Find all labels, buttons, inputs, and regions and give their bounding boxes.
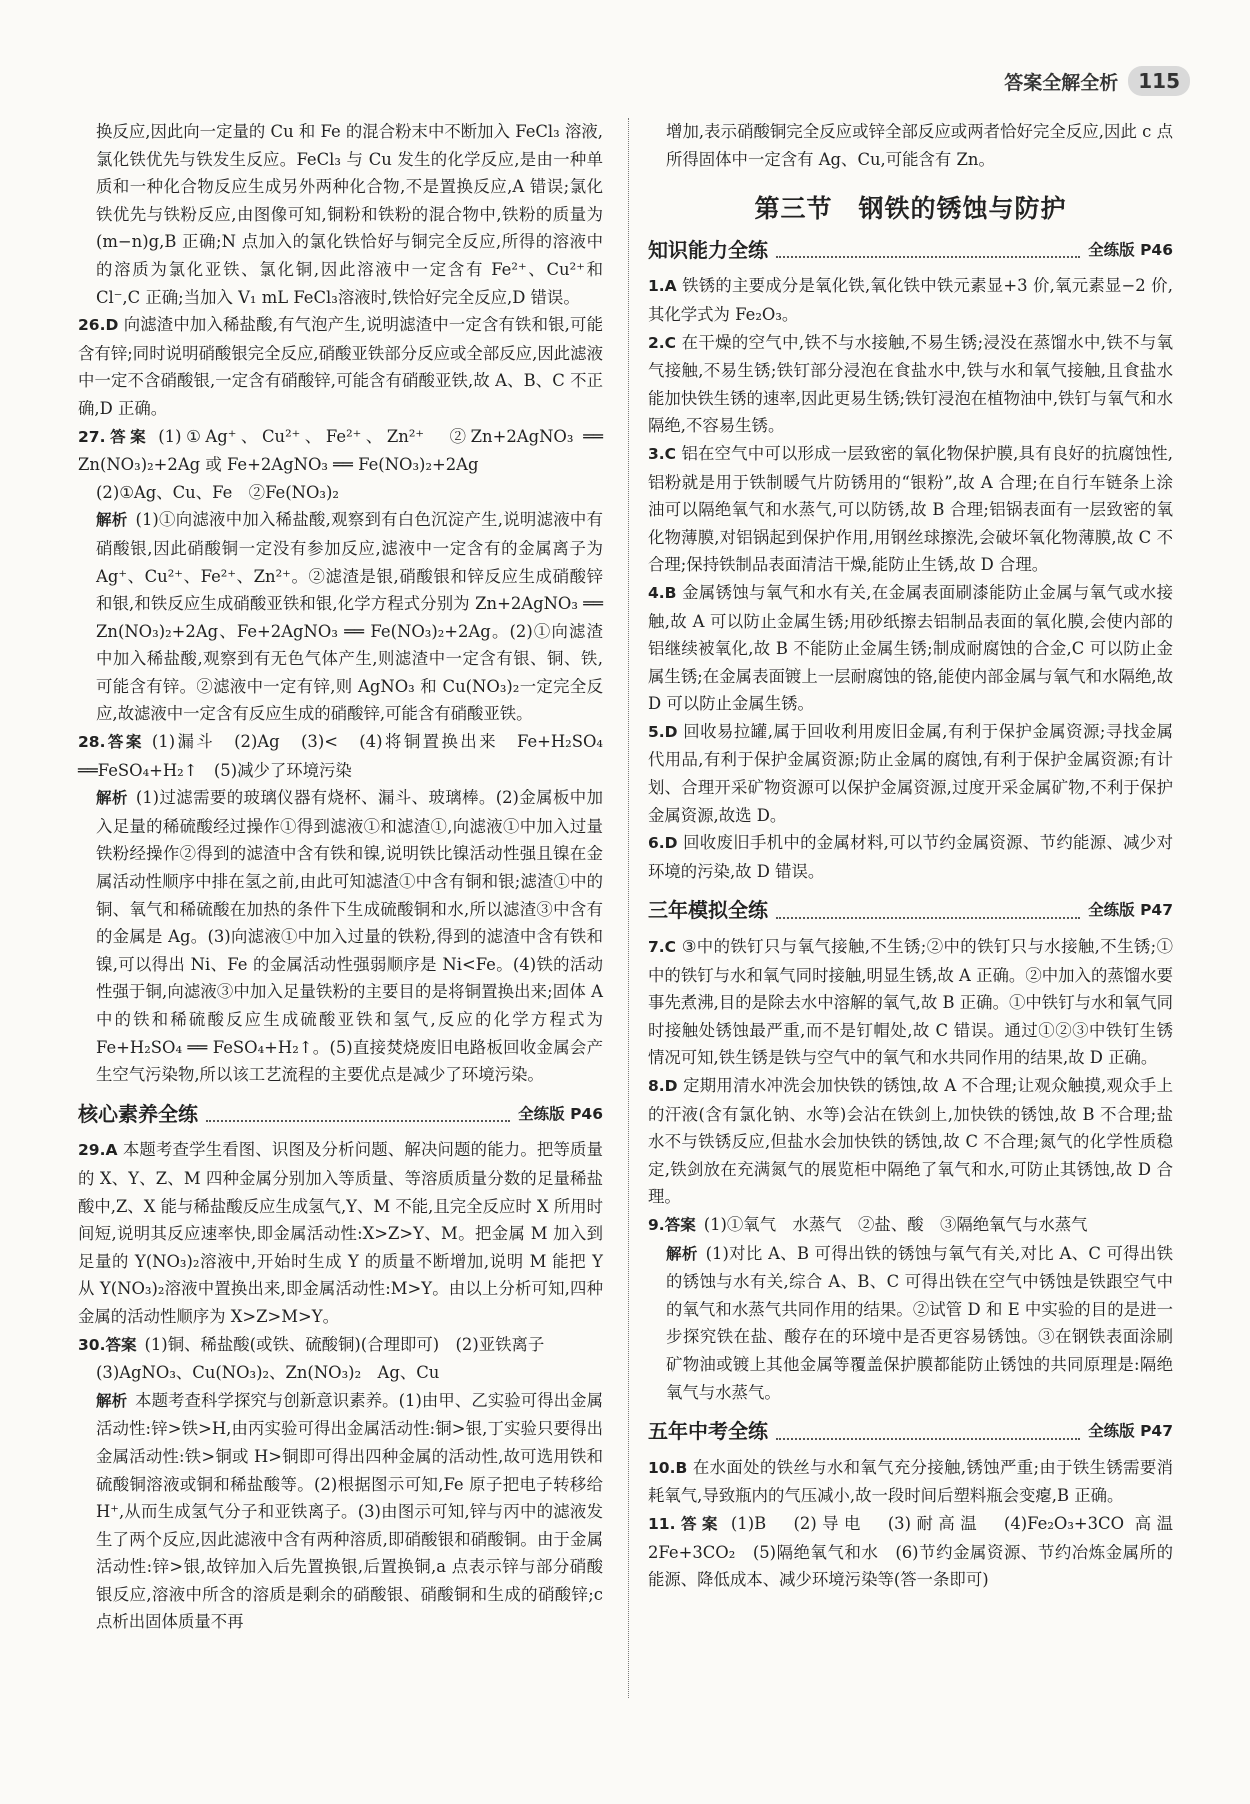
analysis-label: 解析 — [666, 1244, 698, 1263]
leader-dots — [776, 917, 1080, 919]
analysis-9 — [648, 1240, 1173, 1407]
question-5 — [648, 718, 1173, 829]
question-number: 7.C — [648, 938, 677, 957]
question-number: 3.C — [648, 444, 677, 463]
question-8 — [648, 1072, 1173, 1211]
analysis-label: 解析 — [96, 511, 128, 530]
question-text: 本题考查学生看图、识图及分析问题、解决问题的能力。把等质量的 X、Y、Z、M 四种金属分别加入等质量、等溶质质量分数的足量稀盐酸中,Z、X 能与稀盐酸反应生成氢气,Y、M 不能,且完全反应时 X 所用时间短,说明其反应速率快,即金属活动性:X>Z>Y、M。把金属 M 加入到足量的 Y(NO₃)₂溶液中,开始时生成 Y 的质量不断增加,说明 M 能把 Y 从 Y(NO₃)₂溶液中置换出来,即金属活动性:M>Y。由以上分析可知,四种金属的活动性顺序为 X>Z>M>Y。 — [78, 1140, 603, 1326]
section-five-year — [648, 1418, 1173, 1446]
answer-text: (1)漏斗 (2)Ag (3)< (4)将铜置换出来 Fe+H₂SO₄ ══FeSO₄+H₂↑ (5)减少了环境污染 — [78, 732, 603, 780]
question-7 — [648, 933, 1173, 1072]
question-26 — [78, 311, 603, 422]
continued-text: 增加,表示硝酸铜完全反应或锌全部反应或两者恰好完全反应,因此 c 点所得固体中一定含有 Ag、Cu,可能含有 Zn。 — [666, 122, 1173, 169]
left-column — [78, 118, 603, 1636]
answer-text: (1)铜、稀盐酸(或铁、硫酸铜)(合理即可) (2)亚铁离子 — [144, 1334, 545, 1354]
question-2 — [648, 329, 1173, 440]
question-number: 4.B — [648, 583, 677, 602]
analysis-30 — [78, 1387, 603, 1636]
answer-label: 答案 — [664, 1215, 696, 1234]
right-column — [648, 118, 1173, 1594]
answer-text-2: (3)AgNO₃、Cu(NO₃)₂、Zn(NO₃)₂ Ag、Cu — [96, 1363, 440, 1383]
question-number: 1.A — [648, 277, 677, 296]
question-text: 在干燥的空气中,铁不与水接触,不易生锈;浸没在蒸馏水中,铁不与氧气接触,不易生锈;铁钉部分浸泡在食盐水中,铁与水和氧气接触,且食盐水能加快铁生锈的速率,因此更易生锈;铁钉浸泡在植物油中,铁钉与氧气和水隔绝,不容易生锈。 — [648, 332, 1173, 436]
section-title: 核心素养全练 — [78, 1101, 198, 1126]
question-9 — [648, 1211, 1173, 1240]
column-divider — [628, 118, 629, 1698]
question-number: 26.D — [78, 316, 119, 335]
answer-text-2: (2)①Ag、Cu、Fe ②Fe(NO₃)₂ — [96, 482, 339, 502]
analysis-label: 解析 — [96, 1391, 128, 1410]
leader-dots — [776, 256, 1080, 258]
analysis-text: (1)对比 A、B 可得出铁的锈蚀与氧气有关,对比 A、C 可得出铁的锈蚀与水有关,综合 A、B、C 可得出铁在空气中锈蚀是铁跟空气中的氧气和水蒸气共同作用的结果。②试管 D 和 E 中实验的目的是进一步探究铁在盐、酸存在的环境中是否更容易锈蚀。③在钢铁表面涂刷矿物油或镀上其他金属等覆盖保护膜都能防止锈蚀的共同原理是:隔绝氧气与水蒸气。 — [666, 1243, 1173, 1402]
question-number: 2.C — [648, 333, 677, 352]
question-11 — [648, 1510, 1173, 1594]
answer-label: 答案 — [105, 733, 144, 752]
section-title: 三年模拟全练 — [648, 898, 768, 923]
answer-label: 答案 — [105, 1335, 137, 1354]
question-number: 27. — [78, 427, 106, 446]
question-4 — [648, 579, 1173, 718]
analysis-text: (1)过滤需要的玻璃仪器有烧杯、漏斗、玻璃棒。(2)金属板中加入足量的稀硫酸经过操作①得到滤液①和滤渣①,向滤液①中加入过量铁粉经操作②得到的滤渣中含有铁和镍,说明铁比镍活动性强且镍在金属活动性顺序中排在氢之前,由此可知滤渣①中含有铜和银;滤渣①中的铜、氧气和稀硫酸在加热的条件下生成硫酸铜和水,所以滤渣③中含有的金属是 Ag。(3)向滤液①中加入过量的铁粉,得到的滤渣中含有铁和镍,可以得出 Ni、Fe 的金属活动性强弱顺序是 Ni<Fe。(4)铁的活动性强于铜,向滤液③中加入足量铁粉的主要目的是将铜置换出来;固体 A 中的铁和稀硫酸反应生成硫酸亚铁和氢气,反应的化学方程式为 Fe+H₂SO₄ ══ FeSO₄+H₂↑。(5)直接焚烧废旧电路板回收金属会产生空气污染物,所以该工艺流程的主要优点是减少了环境污染。 — [96, 788, 603, 1085]
question-number: 28. — [78, 733, 106, 752]
analysis-text: 本题考查科学探究与创新意识素养。(1)由甲、乙实验可得出金属活动性:锌>铁>H,由丙实验可得出金属活动性:铜>银,丁实验只要得出金属活动性:铁>铜或 H>铜即可得出四种金属的活动性,故可选用铁和硫酸铜溶液或铜和稀盐酸等。(2)根据图示可知,Fe 原子把电子转移给 H⁺,从而生成氢气分子和亚铁离子。(3)由图示可知,锌与丙中的滤液发生了两个反应,因此滤液中含有两种溶质,即硝酸银和硝酸铜。由于金属活动性:锌>银,故锌加入后先置换银,后置换铜,a 点表示锌与部分硝酸银反应,溶液中所含的溶质是剩余的硝酸银、硝酸铜和生成的硝酸锌;c 点析出固体质量不再 — [96, 1390, 603, 1632]
answer-text: (1)①氧气 水蒸气 ②盐、酸 ③隔绝氧气与水蒸气 — [703, 1214, 1088, 1234]
question-number: 29.A — [78, 1141, 118, 1160]
analysis-label: 解析 — [96, 789, 128, 808]
section-page-ref: 全练版 P47 — [1088, 901, 1173, 920]
answer-text: (1)B (2)导电 (3)耐高温 (4)Fe₂O₃+3CO 高温 2Fe+3CO₂ (5)隔绝氧气和水 (6)节约金属资源、节约冶炼金属所的能源、降低成本、减少环境污染等(答一条即可) — [648, 1513, 1173, 1590]
question-number: 11. — [648, 1514, 676, 1533]
question-number: 8.D — [648, 1077, 678, 1095]
question-number: 30. — [78, 1335, 106, 1354]
question-text: 定期用清水冲洗会加快铁的锈蚀,故 A 不合理;让观众触摸,观众手上的汗液(含有氯化钠、水等)会沾在铁剑上,加快铁的锈蚀,故 B 不合理;盐水不与铁锈反应,但盐水会加快铁的锈蚀,故 C 不合理;氮气的化学性质稳定,铁剑放在充满氮气的展览柜中隔绝了氧气和水,可防止其锈蚀,故 D 合理。 — [648, 1076, 1173, 1207]
section-knowledge — [648, 237, 1173, 265]
question-text: 铝在空气中可以形成一层致密的氧化物保护膜,具有良好的抗腐蚀性,铝粉就是用于铁制暖气片防锈用的“银粉”,故 A 合理;在自行车链条上涂油可以隔绝氧气和水蒸气,可以防锈,故 B 合理;铝锅表面有一层致密的氧化物薄膜,对铝锅起到保护作用,用钢丝球擦洗,会破坏氧化物薄膜,故 C 不合理;保持铁制品表面清洁干燥,能防止生锈,故 D 合理。 — [648, 443, 1173, 575]
section-three-year — [648, 897, 1173, 925]
question-text: 向滤渣中加入稀盐酸,有气泡产生,说明滤渣中一定含有铁和银,可能含有锌;同时说明硝酸银完全反应,硝酸亚铁部分反应或全部反应,因此滤液中一定不含硝酸银,一定含有硝酸锌,可能含有硝酸亚铁,故 A、B、C 不正确,D 正确。 — [78, 315, 603, 418]
leader-dots — [206, 1120, 510, 1122]
question-6 — [648, 829, 1173, 885]
question-text: 回收废旧手机中的金属材料,可以节约金属资源、节约能源、减少对环境的污染,故 D 错误。 — [648, 833, 1173, 881]
analysis-28 — [78, 784, 603, 1089]
question-number: 10.B — [648, 1458, 688, 1477]
section-page-ref: 全练版 P46 — [518, 1104, 603, 1123]
question-text: 在水面处的铁丝与水和氧气充分接触,锈蚀严重;由于铁生锈需要消耗氧气,导致瓶内的气压减小,故一段时间后塑料瓶会变瘪,B 正确。 — [648, 1457, 1173, 1506]
question-28 — [78, 728, 603, 784]
question-text: 回收易拉罐,属于回收利用废旧金属,有利于保护金属资源;寻找金属代用品,有利于保护金属资源;防止金属的腐蚀,有利于保护金属资源;有计划、合理开采矿物资源可以保护金属资源,过度开采金属矿物,不利于保护金属资源,故选 D。 — [648, 721, 1173, 825]
answer-label: 答案 — [105, 427, 151, 446]
section-page-ref: 全练版 P47 — [1088, 1422, 1173, 1441]
question-29 — [78, 1136, 603, 1330]
answer-label: 答案 — [675, 1514, 723, 1533]
question-27 — [78, 423, 603, 479]
section-title: 五年中考全练 — [648, 1419, 768, 1444]
page-number: 115 — [1128, 66, 1190, 96]
question-1 — [648, 272, 1173, 328]
section-title: 知识能力全练 — [648, 237, 768, 262]
question-text: ③中的铁钉只与氧气接触,不生锈;②中的铁钉只与水接触,不生锈;①中的铁钉与水和氧气同时接触,明显生锈,故 A 正确。②中加入的蒸馏水要事先煮沸,目的是除去水中溶解的氧气,故 B 正确。①中铁钉与水和氧气同时接触处锈蚀最严重,而不是钉帽处,故 C 错误。通过①②③中铁钉生锈情况可知,铁生锈是铁与空气中的氧气和水共同作用的结果,故 D 正确。 — [648, 937, 1173, 1068]
answer-text: (1)①Ag⁺、Cu²⁺、Fe²⁺、Zn²⁺ ②Zn+2AgNO₃ ══ Zn(NO₃)₂+2Ag 或 Fe+2AgNO₃ ══ Fe(NO₃)₂+2Ag — [78, 426, 603, 475]
leader-dots — [776, 1438, 1080, 1440]
chapter-title: 第三节 钢铁的锈蚀与防护 — [754, 194, 1067, 224]
question-number: 5.D — [648, 722, 678, 741]
analysis-27 — [78, 506, 603, 728]
question-text: 金属锈蚀与氧气和水有关,在金属表面刷漆能防止金属与氧气或水接触,故 A 可以防止金属生锈;用砂纸擦去铝制品表面的氧化膜,会使内部的铝继续被氧化,故 B 不能防止金属生锈;制成耐腐蚀的合金,C 可以防止金属生锈;在金属表面镀上一层耐腐蚀的铬,能使内部金属与氧气和水隔绝,故 D 可以防止金属生锈。 — [648, 582, 1173, 714]
analysis-text: (1)①向滤液中加入稀盐酸,观察到有白色沉淀产生,说明滤液中有硝酸银,因此硝酸铜一定没有参加反应,滤液中一定含有的金属离子为 Ag⁺、Cu²⁺、Fe²⁺、Zn²⁺。②滤渣是银,硝酸银和锌反应生成硝酸锌和银,和铁反应生成硝酸亚铁和银,化学方程式分别为 Zn+2AgNO₃ ══ Zn(NO₃)₂+2Ag、Fe+2AgNO₃ ══ Fe(NO₃)₂+2Ag。(2)①向滤渣中加入稀盐酸,观察到有无色气体产生,则滤渣中一定含有银、铜、铁,可能含有锌。②滤液中一定有锌,则 AgNO₃ 和 Cu(NO₃)₂一定完全反应,故滤液中一定含有反应生成的硝酸锌,可能含有硝酸亚铁。 — [96, 510, 603, 724]
question-number: 6.D — [648, 834, 678, 853]
question-30 — [78, 1331, 603, 1360]
question-10 — [648, 1454, 1173, 1510]
continued-text: 换反应,因此向一定量的 Cu 和 Fe 的混合粉末中不断加入 FeCl₃ 溶液,氯化铁优先与铁发生反应。FeCl₃ 与 Cu 发生的化学反应,是由一种单质和一种化合物反应生成另外两种化合物,不是置换反应,A 错误;氯化铁优先与铁粉反应,由图像可知,铜粉和铁粉的混合物中,铁粉的质量为(m−n)g,B 正确;N 点加入的氯化铁恰好与铜完全反应,所得的溶液中的溶质为氯化亚铁、氯化铜,因此溶液中一定含有 Fe²⁺、Cu²⁺和 Cl⁻,C 正确;当加入 V₁ mL FeCl₃溶液时,铁恰好完全反应,D 错误。 — [96, 122, 603, 307]
section-page-ref: 全练版 P46 — [1088, 240, 1173, 259]
question-text: 铁锈的主要成分是氧化铁,氧化铁中铁元素显+3 价,氧元素显−2 价,其化学式为 Fe₂O₃。 — [648, 276, 1173, 324]
page-header — [1004, 66, 1190, 96]
section-core-literacy — [78, 1101, 603, 1129]
question-3 — [648, 440, 1173, 579]
question-number: 9. — [648, 1215, 665, 1234]
header-title: 答案全解全析 — [1004, 71, 1119, 94]
